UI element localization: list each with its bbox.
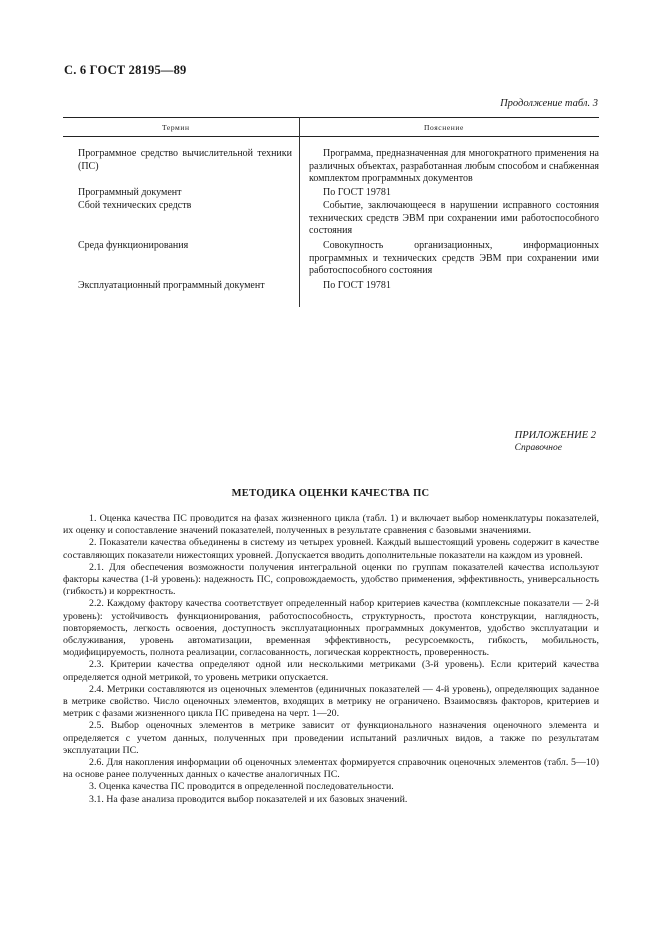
appendix-type: Справочное bbox=[514, 443, 562, 453]
paragraph: 2.3. Критерии качества определяют одной или несколькими метриками (3-й уровень). Если критерий качества определяется одной метрикой, то уровень метрики опускается. bbox=[63, 659, 599, 683]
table-cell-term: Программный документ bbox=[78, 187, 182, 198]
section-title: МЕТОДИКА ОЦЕНКИ КАЧЕСТВА ПС bbox=[231, 488, 430, 499]
paragraph: 3. Оценка качества ПС проводится в определенной последовательности. bbox=[89, 781, 394, 793]
paragraph: 2.1. Для обеспечения возможности получения интегральной оценки по группам показателей качества используют факторы качества (1-й уровень): надежность ПС, сопровождаемость, удобство применения, эффективность, универсальность (гибкость) и корректность. bbox=[63, 561, 599, 598]
paragraph: 2. Показатели качества объединены в систему из четырех уровней. Каждый вышестоящий уровень содержит в качестве составляющих показатели нижестоящих уровней. Допускается вводить дополнительные показатели на каждом из уровней. bbox=[63, 537, 599, 561]
table-cell-term: Сбой технических средств bbox=[78, 200, 192, 211]
paragraph: 2.6. Для накопления информации об оценочных элементах формируется справочник оценочных элементов (табл. 5—10) на основе ранее полученных данных о качестве аналогичных ПС. bbox=[63, 757, 599, 781]
appendix-label: ПРИЛОЖЕНИЕ 2 bbox=[514, 430, 596, 441]
table-cell-explanation: По ГОСТ 19781 bbox=[323, 187, 391, 198]
paragraph: 2.2. Каждому фактору качества соответствует определенный набор критериев качества (комплексные показатели — 2-й уровень): устойчивость функционирования, работоспособность, структурность, простота конструкции, наглядность, повторяемость, легкость освоения, доступность эксплуатационных программных документов, удобство эксплуатации и обслуживания, уровень автоматизации, временная эффективность, ресурсоемкость, гибкость, мобильность, модифицируемость, полнота реализации, согласованность, логическая корректность, проверенность. bbox=[63, 598, 599, 659]
table-continuation-label: Продолжение табл. 3 bbox=[500, 98, 598, 109]
table-column-divider bbox=[299, 117, 300, 307]
paragraph: 2.4. Метрики составляются из оценочных элементов (единичных показателей — 4-й уровень), определяющих заданное в метрике свойство. Число оценочных элементов, входящих в метрику не ограничено. Взаимосвязь факторов, критериев и метрик с фазами жизненного цикла ПС приведена на черт. 1—20. bbox=[63, 683, 599, 720]
table-header-rule bbox=[63, 136, 599, 137]
column-header-explanation: Пояснение bbox=[424, 123, 464, 132]
table-cell-explanation: Программа, предназначенная для многократного применения на различных объектах, разработанная любым способом и снабженная комплектом программных документов bbox=[309, 148, 599, 185]
paragraph: 3.1. На фазе анализа проводится выбор показателей и их базовых значений. bbox=[89, 793, 408, 805]
page-header-title: С. 6 ГОСТ 28195—89 bbox=[64, 63, 187, 77]
table-top-rule bbox=[63, 117, 599, 118]
paragraph: 1. Оценка качества ПС проводится на фазах жизненного цикла (табл. 1) и включает выбор номенклатуры показателей, их оценку и сопоставление значений показателей, полученных в результате сравнения с базовыми значениями. bbox=[63, 513, 599, 537]
table-cell-term: Эксплуатационный программный документ bbox=[78, 280, 265, 291]
table-cell-term: Программное средство вычислительной техники (ПС) bbox=[78, 148, 292, 172]
table-cell-explanation: Событие, заключающееся в нарушении исправного состояния технических средств ЭВМ при сохранении ими работоспособного состояния bbox=[309, 200, 599, 237]
table-cell-explanation: Совокупность организационных, информационных программных и технических средств ЭВМ при сохранении ими работоспособного состояния bbox=[309, 240, 599, 277]
table-cell-term: Среда функционирования bbox=[78, 240, 189, 251]
paragraph: 2.5. Выбор оценочных элементов в метрике зависит от функционального назначения оценочного элемента и определяется с учетом данных, полученных при проведении испытаний различных видов, а также по результатам эксплуатации ПС. bbox=[63, 720, 599, 756]
appendix-heading bbox=[515, 429, 596, 455]
section-body bbox=[63, 513, 599, 806]
column-header-term: Термин bbox=[162, 123, 190, 132]
table-cell-explanation: По ГОСТ 19781 bbox=[323, 280, 391, 291]
